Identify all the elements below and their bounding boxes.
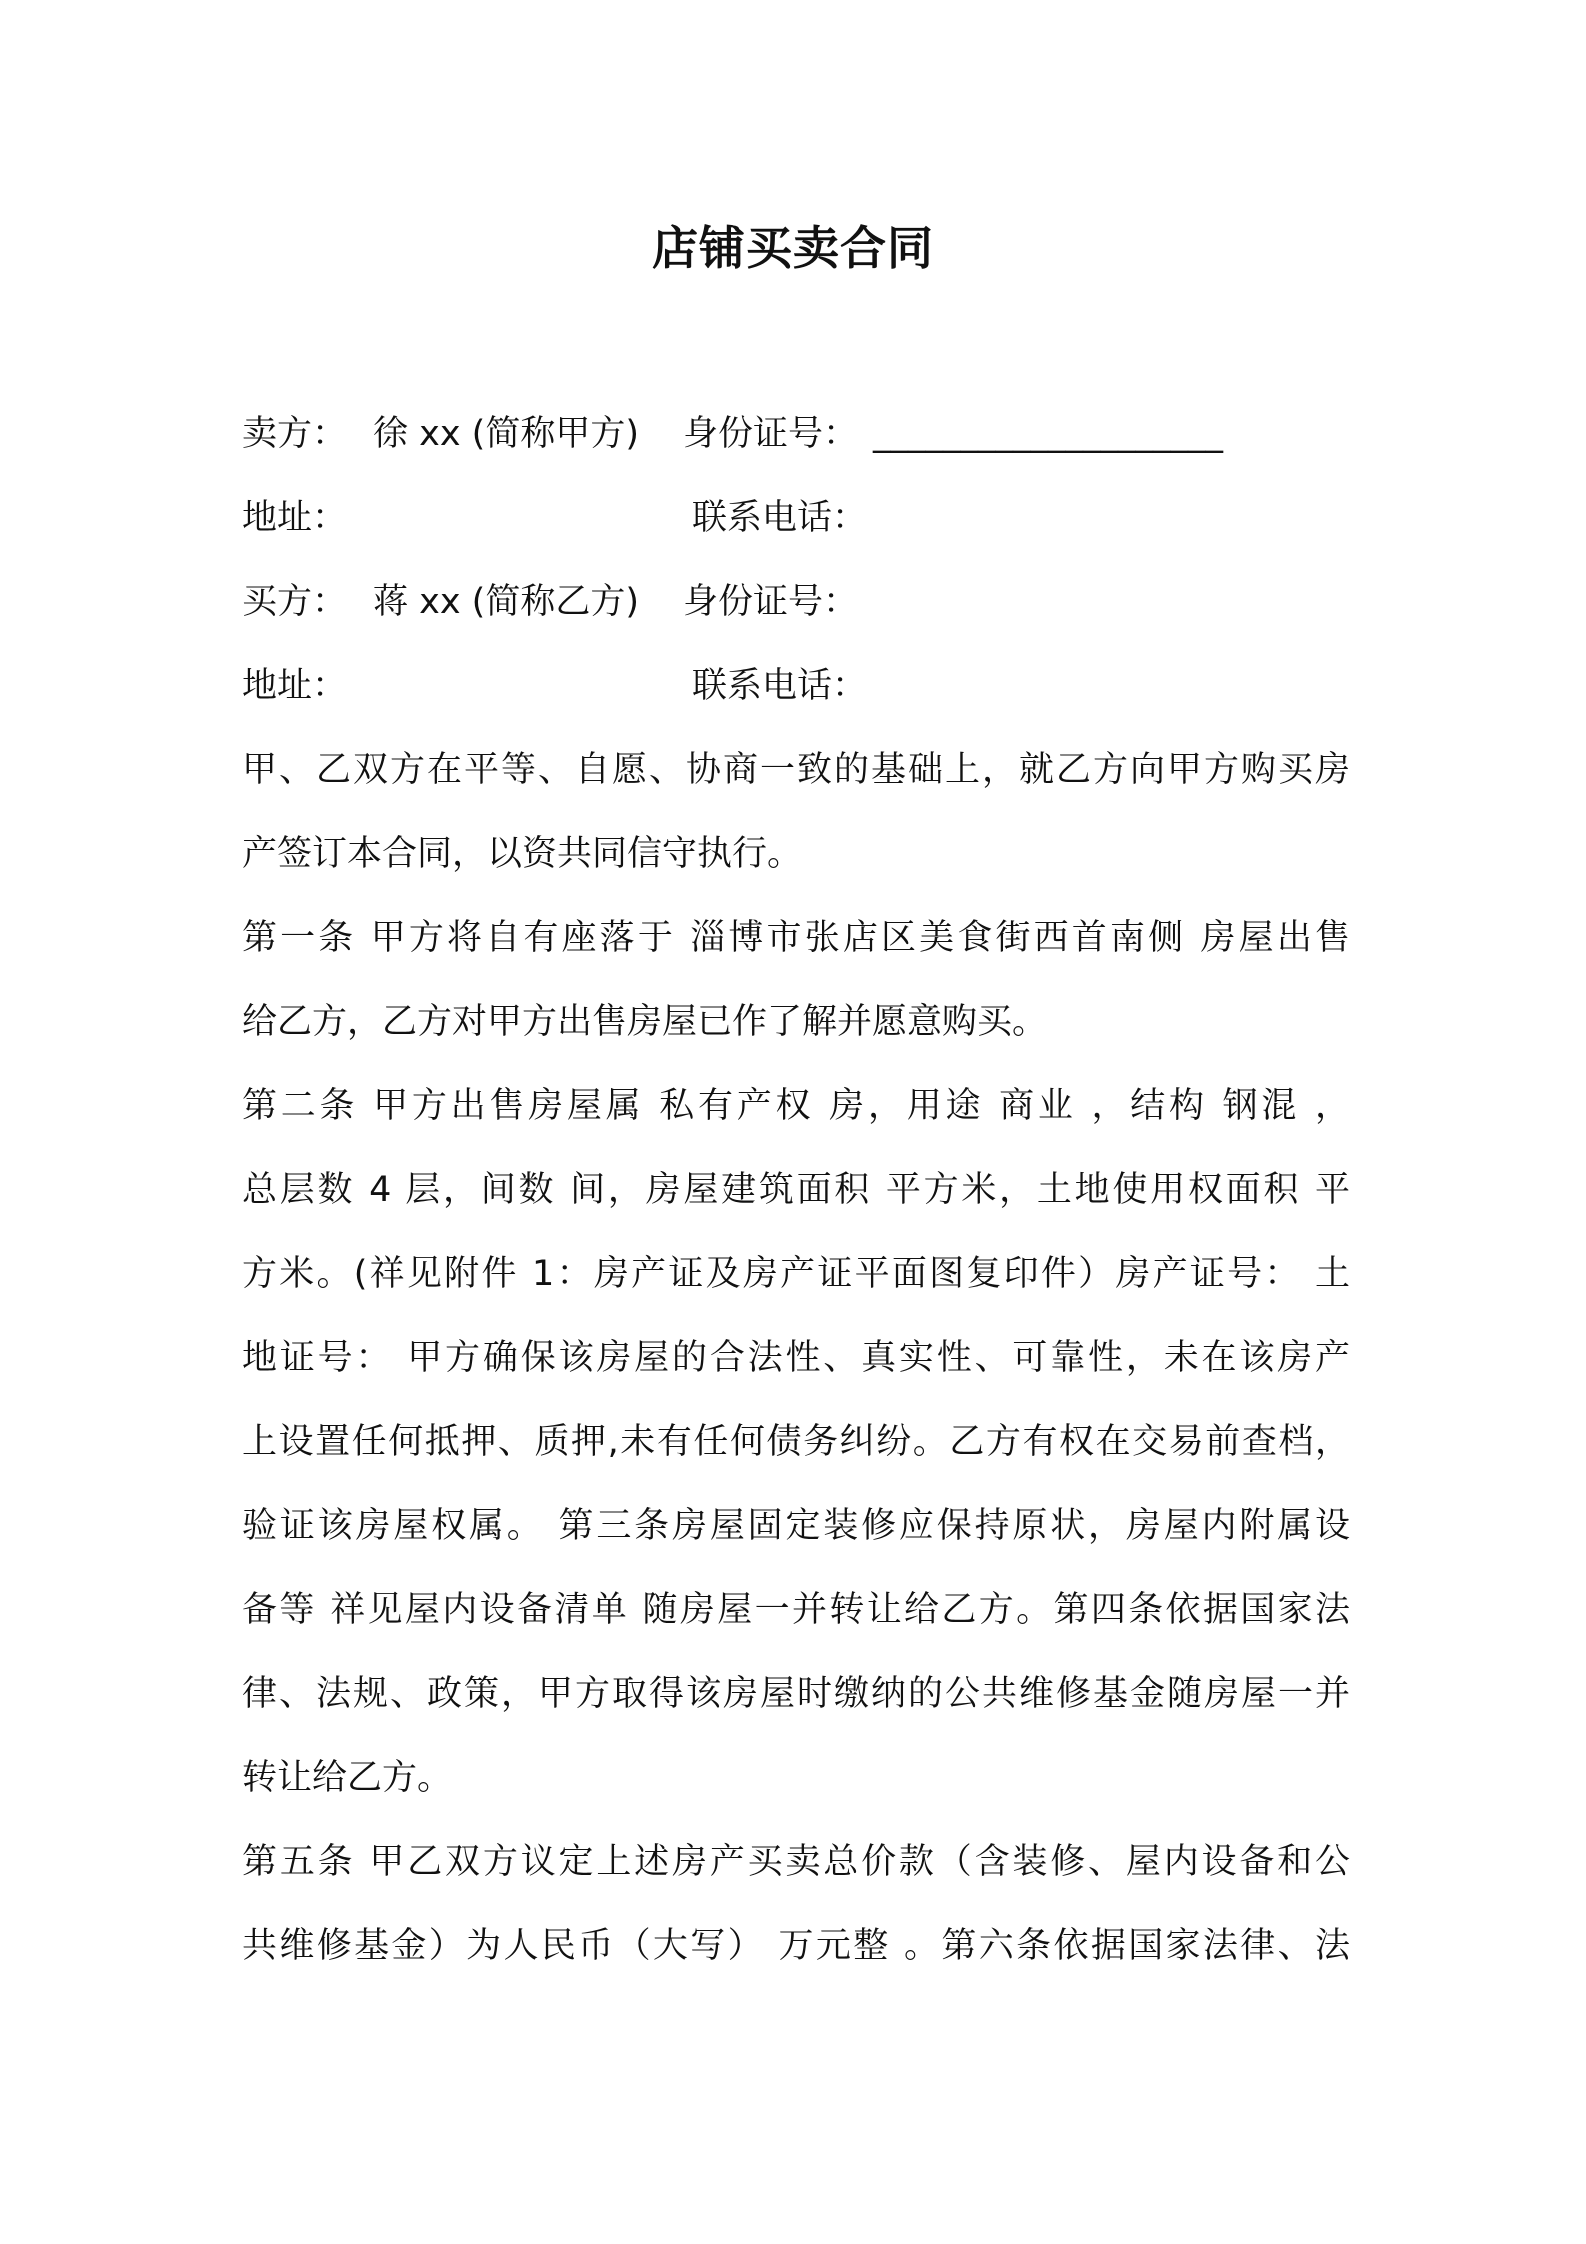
body-line: 第二条 甲方出售房屋属 私有产权 房，用途 商业 ，结构 钢混 ， (242, 1086, 1350, 1126)
buyer-id-label: 身份证号： (683, 582, 859, 622)
seller-address-row (242, 496, 868, 540)
body-line: 地证号： 甲方确保该房屋的合法性、真实性、可靠性，未在该房产 (242, 1338, 1350, 1378)
body-line: 给乙方，乙方对甲方出售房屋已作了解并愿意购买。 (242, 1002, 1048, 1042)
body-line: 上设置任何抵押、质押,未有任何债务纠纷。乙方有权在交易前查档， (242, 1422, 1350, 1462)
body-line: 转让给乙方。 (242, 1758, 453, 1798)
buyer-phone-label: 联系电话： (692, 666, 868, 706)
body-line: 备等 祥见屋内设备清单 随房屋一并转让给乙方。第四条依据国家法 (242, 1590, 1350, 1630)
buyer-address-label: 地址： (242, 666, 348, 706)
seller-id-label: 身份证号： (683, 414, 859, 454)
body-line: 共维修基金）为人民币（大写） 万元整 。第六条依据国家法律、法 (242, 1926, 1350, 1966)
body-line: 验证该房屋权属。 第三条房屋固定装修应保持原状，房屋内附属设 (242, 1506, 1350, 1546)
body-line: 第一条 甲方将自有座落于 淄博市张店区美食街西首南侧 房屋出售 (242, 918, 1350, 958)
buyer-row (242, 580, 859, 624)
seller-name: 徐 xx (简称甲方) (373, 414, 639, 454)
body-line: 总层数 4 层，间数 间，房屋建筑面积 平方米，土地使用权面积 平 (242, 1170, 1350, 1210)
buyer-address-row (242, 664, 868, 708)
body-line: 第五条 甲乙双方议定上述房产买卖总价款（含装修、屋内设备和公 (242, 1842, 1350, 1882)
seller-label: 卖方： (242, 414, 348, 454)
buyer-name: 蒋 xx (简称乙方) (373, 582, 639, 622)
document-title: 店铺买卖合同 (652, 221, 934, 275)
body-line: 产签订本合同，以资共同信守执行。 (242, 834, 803, 874)
seller-id-value: ____________________ (873, 414, 1223, 454)
buyer-label: 买方： (242, 582, 348, 622)
seller-address-label: 地址： (242, 498, 348, 538)
body-line: 方米。(祥见附件 1：房产证及房产证平面图复印件）房产证号： 土 (242, 1254, 1350, 1294)
body-line: 律、法规、政策，甲方取得该房屋时缴纳的公共维修基金随房屋一并 (242, 1674, 1350, 1714)
seller-phone-label: 联系电话： (692, 498, 868, 538)
body-line: 甲、乙双方在平等、自愿、协商一致的基础上，就乙方向甲方购买房 (242, 750, 1350, 790)
seller-row (242, 412, 1223, 456)
